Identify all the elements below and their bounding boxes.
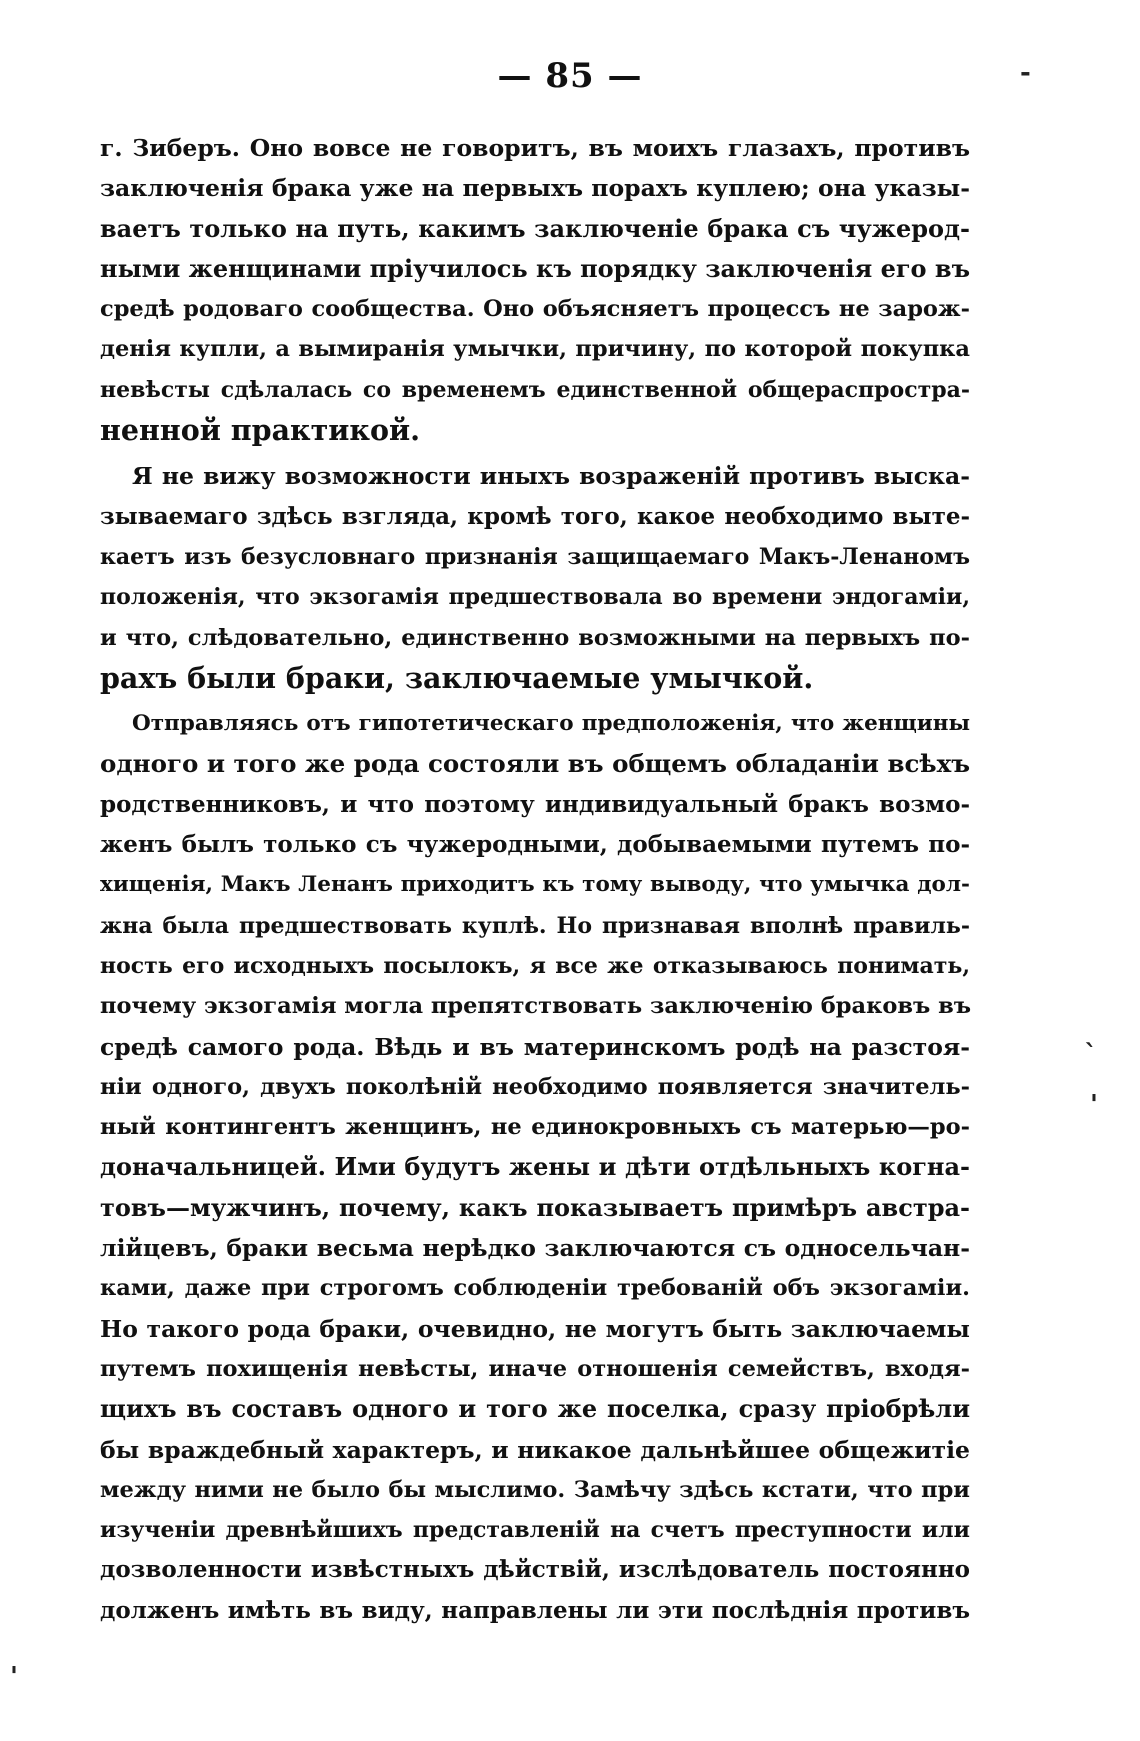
paragraph-2 — [100, 456, 970, 698]
text-line: средѣ родоваго сообщества. Оно объясняетъ процессъ не зарож- — [100, 296, 970, 323]
text-line: дозволенности извѣстныхъ дѣйствій, изслѣдователь постоянно — [100, 1556, 970, 1584]
text-line: товъ—мужчинъ, почему, какъ показываетъ примѣръ австра- — [100, 1192, 970, 1222]
text-line: и что, слѣдовательно, единственно возможными на первыхъ по- — [100, 624, 970, 651]
text-line: почему экзогамія могла препятствовать заключенію браковъ въ — [100, 993, 971, 1020]
text-line: бы враждебный характеръ, и никакое дальнѣйшее общежитіе — [100, 1435, 970, 1464]
page-number: — 85 — — [497, 56, 643, 96]
text-line: рахъ были браки, заключаемые умычкой. — [100, 660, 814, 695]
text-line: средѣ самого рода. Вѣдь и въ материнскомъ родѣ на разстоя- — [100, 1032, 970, 1061]
text-line: заключенія брака уже на первыхъ порахъ куплею; она указы- — [100, 174, 970, 203]
text-line: хищенія, Макъ Ленанъ приходитъ къ тому выводу, что умычка дол- — [100, 872, 970, 898]
text-line: зываемаго здѣсь взгляда, кромѣ того, какое необходимо выте- — [100, 502, 970, 530]
text-line: родственниковъ, и что поэтому индивидуальный бракъ возмо- — [100, 790, 970, 818]
text-line: Отправляясь отъ гипотетическаго предположенія, что женщины — [132, 711, 970, 737]
text-line: щихъ въ составъ одного и того же поселка, сразу пріобрѣли — [100, 1394, 970, 1424]
text-line: жна была предшествовать куплѣ. Но признавая вполнѣ правиль- — [100, 912, 970, 939]
text-line: денія купли, а вымиранія умычки, причину, по которой покупка — [100, 336, 970, 363]
text-line: доначальницей. Ими будутъ жены и дѣти отдѣльныхъ когна- — [100, 1152, 970, 1182]
text-line: положенія, что экзогамія предшествовала во времени эндогаміи, — [100, 584, 970, 611]
text-line: лійцевъ, браки весьма нерѣдко заключаются съ односельчан- — [100, 1234, 970, 1263]
text-line: ный контингентъ женщинъ, не единокровныхъ съ матерью—ро- — [100, 1114, 970, 1141]
text-line: долженъ имѣть въ виду, направлены ли эти послѣднія противъ — [100, 1596, 970, 1624]
text-line: ными женщинами пріучилось къ порядку заключенія его въ — [100, 253, 970, 283]
text-line: каетъ изъ безусловнаго признанія защищаемаго Макъ-Ленаномъ — [100, 543, 970, 570]
text-line: одного и того же рода состояли въ общемъ обладаніи всѣхъ — [100, 749, 971, 779]
text-line: изученіи древнѣйшихъ представленій на счетъ преступности или — [100, 1517, 970, 1544]
text-line: ненной практикой. — [100, 413, 421, 448]
text-line: невѣсты сдѣлалась со временемъ единственной общераспростра- — [100, 376, 970, 403]
paragraph-3 — [100, 704, 970, 1631]
text-line: Я не вижу возможности иныхъ возраженій противъ выска- — [132, 462, 970, 491]
text-line: женъ былъ только съ чужеродными, добываемыми путемъ по- — [100, 831, 970, 859]
text-line: ность его исходныхъ посылокъ, я все же отказываюсь понимать, — [100, 952, 970, 979]
text-line: Но такого рода браки, очевидно, не могутъ быть заключаемы — [100, 1314, 970, 1343]
text-line: путемъ похищенія невѣсты, иначе отношенія семействъ, входя- — [100, 1355, 970, 1382]
margin-mark: ` — [1084, 1040, 1097, 1070]
paragraph-1 — [100, 128, 970, 450]
margin-mark: ' — [1090, 1090, 1098, 1120]
body-text — [100, 128, 970, 1631]
text-line: ваетъ только на путь, какимъ заключеніе брака съ чужерод- — [100, 213, 970, 243]
text-line: ками, даже при строгомъ соблюденіи требованій объ экзогаміи. — [100, 1275, 970, 1302]
text-line: г. Зиберъ. Оно вовсе не говоритъ, въ моихъ глазахъ, противъ — [100, 134, 970, 162]
text-line: между ними не было бы мыслимо. Замѣчу здѣсь кстати, что при — [100, 1476, 970, 1503]
text-line: ніи одного, двухъ поколѣній необходимо появляется значитель- — [100, 1073, 970, 1100]
margin-mark: - — [1020, 58, 1031, 88]
margin-mark: ' — [10, 1662, 18, 1692]
